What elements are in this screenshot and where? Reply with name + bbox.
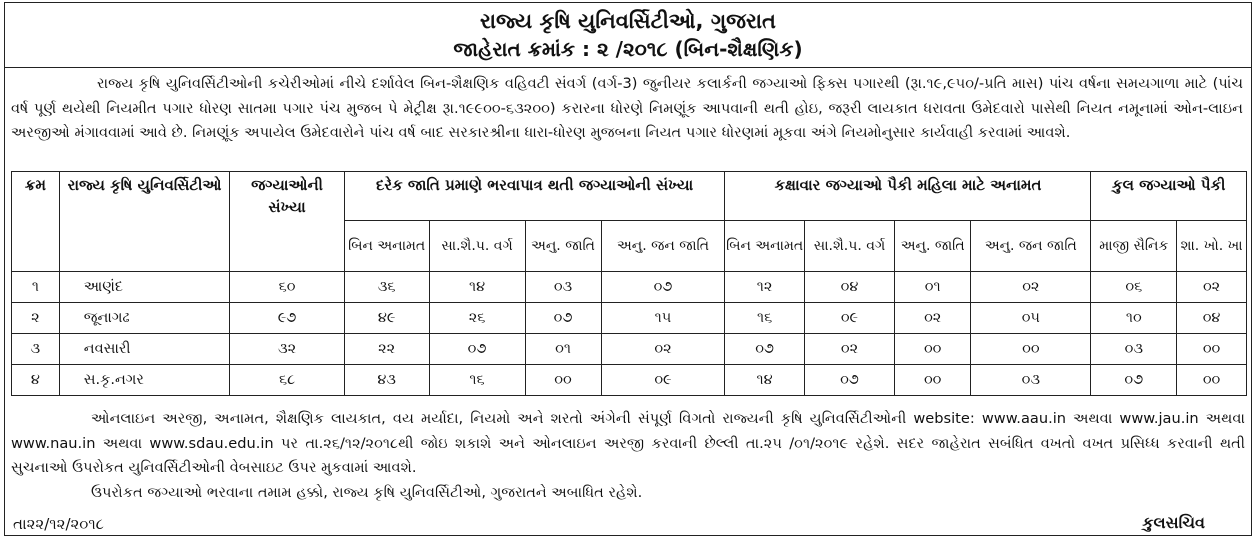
table-cell: ૦૩ xyxy=(525,272,601,303)
table-cell: ૧૬ xyxy=(429,365,525,396)
subheader-cell: સા.શૈ.પ. વર્ગ xyxy=(429,221,525,272)
subheader-cell: અનુ. જન જાતિ xyxy=(601,221,725,272)
table-cell: ૦૨ xyxy=(895,303,971,334)
table-cell: ૦૦ xyxy=(895,334,971,365)
table-cell: ૦૪ xyxy=(1177,303,1247,334)
subheader-cell: અનુ. જાતિ xyxy=(525,221,601,272)
table-cell: ૨ xyxy=(12,303,60,334)
vacancy-table xyxy=(11,171,1247,396)
notice-header xyxy=(5,3,1251,68)
university-name-cell: નવસારી xyxy=(59,334,230,365)
table-cell: ૦૯ xyxy=(804,303,894,334)
table-cell: ૦૬ xyxy=(1091,272,1177,303)
table-cell: ૯૭ xyxy=(230,303,344,334)
table-cell: ૦૦ xyxy=(971,334,1091,365)
table-cell: ૩૨ xyxy=(230,334,344,365)
intro-paragraph: રાજ્ય કૃષિ યુનિવર્સિટીઓની કચેરીઓમાં નીચે દર્શાવેલ બિન-શૈક્ષણિક વહિવટી સંવર્ગ (વર્ગ-3) જુનીયર કલાર્કની જગ્યાઓ ફિક્સ પગારથી (રૂા.૧૯,૯૫૦/-પ્રતિ માસ) પાંચ વર્ષના સમયગાળા માટે (પાંચ વર્ષ પૂર્ણ થયેથી નિયમીત પગાર ધોરણ સાતમા પગાર પંચ મુજબ પે મેટ્રીક્ષ રૂા.૧૯૯૦૦-૬૩૨૦૦) કરારના ધોરણે નિમણૂંક આપવાની થતી હોઇ, જરૂરી લાયકાત ધરાવતા ઉમેદવારો પાસેથી નિયત નમૂનામાં ઓન-લાઇન અરજીઓ મંગાવવામાં આવે છે. નિમણૂંક અપાયેલ ઉમેદવારોને પાંચ વર્ષ બાદ સરકારશ્રીના ધારા-ધોરણ મુજબના નિયત પગાર ધોરણમાં મૂકવા અંગે નિયમોનુસાર કાર્યવાહી કરવામાં આવશે. xyxy=(11,75,1243,141)
table-cell: ૦૭ xyxy=(601,272,725,303)
table-row xyxy=(12,365,1247,396)
subheader-cell: અનુ. જન જાતિ xyxy=(971,221,1091,272)
table-cell: ૨૨ xyxy=(344,334,429,365)
table-cell: ૩ xyxy=(12,334,60,365)
table-cell: ૬૮ xyxy=(230,365,344,396)
notice-date: તા૨૨/૧૨/૨૦૧૮ xyxy=(13,515,104,533)
col-header-university: રાજ્ય કૃષિ યુનિવર્સિટીઓ xyxy=(59,172,230,272)
table-cell: ૪૯ xyxy=(344,303,429,334)
university-name-cell: જૂનાગઢ xyxy=(59,303,230,334)
university-name-cell: સ.કૃ.નગર xyxy=(59,365,230,396)
table-cell: ૦૫ xyxy=(971,303,1091,334)
table-cell: ૦૧ xyxy=(525,334,601,365)
subheader-cell: બિન અનામત xyxy=(344,221,429,272)
table-cell: ૦૦ xyxy=(895,365,971,396)
col-header-by-caste: દરેક જાતિ પ્રમાણે ભરવાપાત્ર થતી જગ્યાઓની સંખ્યા xyxy=(344,172,725,221)
subheader-cell: માજી સૈનિક xyxy=(1091,221,1177,272)
table-cell: ૦૦ xyxy=(525,365,601,396)
table-cell: ૦૩ xyxy=(1091,334,1177,365)
subheader-cell: બિન અનામત xyxy=(725,221,804,272)
table-cell: ૪૩ xyxy=(344,365,429,396)
col-header-total-posts: કુલ જગ્યાઓ પૈકી xyxy=(1091,172,1247,221)
table-cell: ૩૬ xyxy=(344,272,429,303)
notice-title: રાજ્ય કૃષિ યુનિવર્સિટીઓ, ગુજરાત xyxy=(480,9,776,33)
table-cell: ૦૨ xyxy=(1177,272,1247,303)
table-cell: ૦૭ xyxy=(429,334,525,365)
table-cell: ૬૦ xyxy=(230,272,344,303)
col-header-posts: જગ્યાઓની સંખ્યા xyxy=(230,172,344,272)
subheader-cell: શા. ખો. ખા xyxy=(1177,221,1247,272)
signature-registrar: કુલસચિવ xyxy=(1142,513,1205,532)
table-row xyxy=(12,272,1247,303)
footer-notes xyxy=(11,407,1245,505)
table-cell: ૧૪ xyxy=(429,272,525,303)
table-cell: ૦૦ xyxy=(1177,334,1247,365)
table-cell: ૦૭ xyxy=(525,303,601,334)
subheader-cell: અનુ. જાતિ xyxy=(895,221,971,272)
col-header-sr: ક્રમ xyxy=(12,172,60,272)
table-cell: ૦૭ xyxy=(725,334,804,365)
table-cell: ૧ xyxy=(12,272,60,303)
university-name-cell: આણંદ xyxy=(59,272,230,303)
table-cell: ૦૯ xyxy=(601,365,725,396)
subheader-cell: સા.શૈ.પ. વર્ગ xyxy=(804,221,894,272)
table-row xyxy=(12,334,1247,365)
table-row xyxy=(12,303,1247,334)
table-cell: ૪ xyxy=(12,365,60,396)
table-cell: ૦૧ xyxy=(895,272,971,303)
footer-paragraph-details: ઓનલાઇન અરજી, અનામત, શૈક્ષણિક લાયકાત, વય મર્યાદા, નિયમો અને શરતો અંગેની સંપૂર્ણ વિગતો રાજ્યની કૃષિ યુનિવર્સિટીઓની website: www.aau.in અથવા www.jau.in અથવા www.nau.in અથવા www.sdau.edu.in પર તા.૨૬/૧૨/૨૦૧૮થી જોઇ શકાશે અને ઓનલાઇન અરજી કરવાની છેલ્લી તા.૨૫ /૦૧/૨૦૧૯ રહેશે. સદર જાહેરાત સબંધિત વખતો વખત પ્રસિધ્ધ કરવાની થતી સુચનાઓ ઉપરોકત યુનિવર્સિટીઓની વેબસાઇટ ઉપર મુકવામાં આવશે. xyxy=(11,410,1245,476)
col-header-women-reserved: કક્ષાવાર જગ્યાઓ પૈકી મહિલા માટે અનામત xyxy=(725,172,1091,221)
table-cell: ૧૫ xyxy=(601,303,725,334)
vacancy-table-body xyxy=(12,272,1247,396)
table-cell: ૦૨ xyxy=(971,272,1091,303)
table-cell: ૧૦ xyxy=(1091,303,1177,334)
table-cell: ૦૪ xyxy=(804,272,894,303)
table-cell: ૦૦ xyxy=(1177,365,1247,396)
table-cell: ૦૨ xyxy=(601,334,725,365)
table-cell: ૦૭ xyxy=(1091,365,1177,396)
table-cell: ૧૬ xyxy=(725,303,804,334)
advertisement-notice xyxy=(4,2,1252,536)
table-cell: ૧૨ xyxy=(725,272,804,303)
footer-paragraph-rights: ઉપરોકત જગ્યાઓ ભરવાના તમામ હક્કો, રાજ્ય કૃષિ યુનિવર્સિટીઓ, ગુજરાતને અબાધિત રહેશે. xyxy=(91,483,643,501)
table-cell: ૦૨ xyxy=(804,334,894,365)
table-cell: ૨૬ xyxy=(429,303,525,334)
table-cell: ૦૭ xyxy=(804,365,894,396)
advertisement-number: જાહેરાત ક્રમાંક : ૨ /૨૦૧૮ (બિન-શૈક્ષણિક) xyxy=(453,37,803,61)
table-cell: ૦૩ xyxy=(971,365,1091,396)
table-cell: ૧૪ xyxy=(725,365,804,396)
